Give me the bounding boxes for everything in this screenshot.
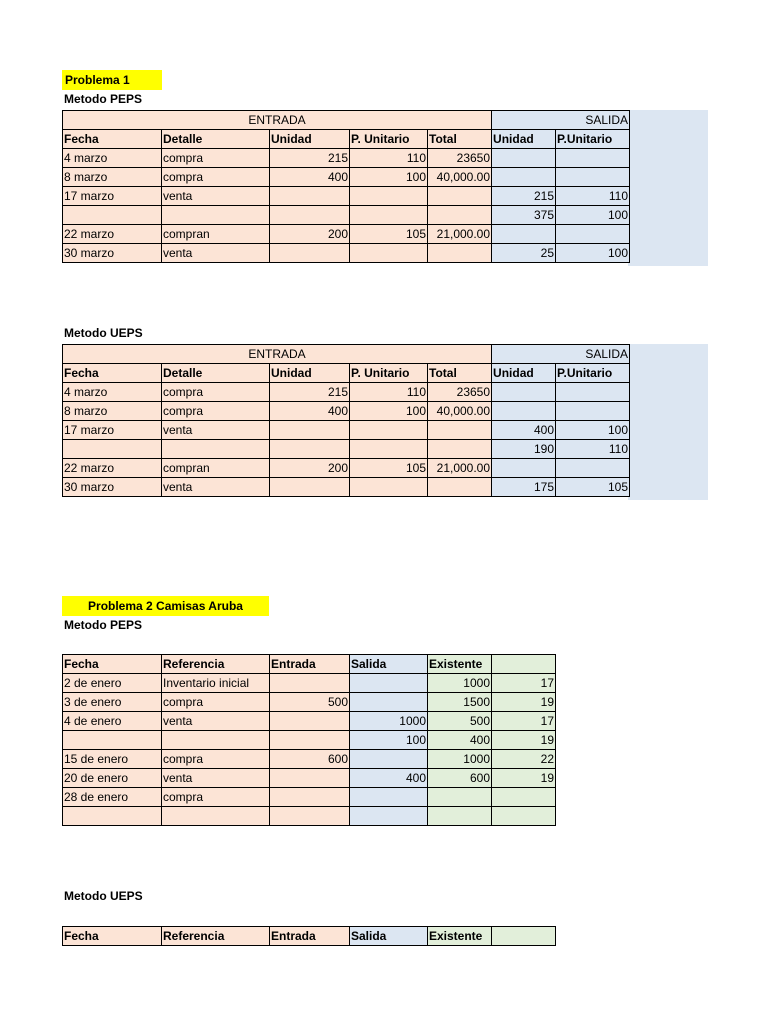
table-cell[interactable]: 100 xyxy=(350,731,428,750)
table-cell[interactable]: 15 de enero xyxy=(63,750,162,769)
table-row xyxy=(63,731,556,750)
entrada-header: ENTRADA xyxy=(63,345,492,364)
table-row xyxy=(63,459,630,478)
table-cell[interactable] xyxy=(556,383,630,402)
col-header: Unidad xyxy=(270,130,350,149)
table-cell[interactable]: 100 xyxy=(556,244,630,263)
table-cell[interactable] xyxy=(270,206,350,225)
table-row xyxy=(63,478,630,497)
table-cell[interactable] xyxy=(270,712,350,731)
col-header: Entrada xyxy=(270,655,350,674)
col-header: Detalle xyxy=(162,130,270,149)
table-row xyxy=(63,693,556,712)
header-row xyxy=(63,364,630,383)
table-cell[interactable]: 2 de enero xyxy=(63,674,162,693)
table-cell[interactable] xyxy=(350,788,428,807)
table-cell[interactable] xyxy=(270,244,350,263)
table-cell[interactable] xyxy=(428,478,492,497)
table-cell[interactable]: 30 marzo xyxy=(63,244,162,263)
table-cell[interactable]: 1000 xyxy=(428,674,492,693)
table-cell[interactable]: 100 xyxy=(350,402,428,421)
table-cell[interactable] xyxy=(270,731,350,750)
table-cell[interactable]: compran xyxy=(162,225,270,244)
table-cell[interactable] xyxy=(492,149,556,168)
table-cell[interactable]: 30 marzo xyxy=(63,478,162,497)
table-cell[interactable]: 105 xyxy=(350,459,428,478)
table-cell[interactable]: 17 xyxy=(492,674,556,693)
ueps-table-1 xyxy=(62,344,630,497)
table-cell[interactable]: 400 xyxy=(350,769,428,788)
col-header: P. Unitario xyxy=(350,364,428,383)
table-cell[interactable] xyxy=(63,206,162,225)
table-cell[interactable]: compran xyxy=(162,459,270,478)
col-header: Referencia xyxy=(162,655,270,674)
table-cell[interactable] xyxy=(270,788,350,807)
table-cell[interactable]: 400 xyxy=(270,402,350,421)
col-header: Fecha xyxy=(63,655,162,674)
table-cell[interactable]: venta xyxy=(162,712,270,731)
col-header: Fecha xyxy=(63,927,162,946)
table-row xyxy=(63,769,556,788)
table-cell[interactable]: 375 xyxy=(492,206,556,225)
table-cell[interactable]: compra xyxy=(162,693,270,712)
table-cell[interactable] xyxy=(350,807,428,826)
table-cell[interactable]: 17 marzo xyxy=(63,187,162,206)
table-cell[interactable]: 19 xyxy=(492,693,556,712)
col-header: Fecha xyxy=(63,364,162,383)
table-cell[interactable] xyxy=(350,440,428,459)
table-cell[interactable] xyxy=(270,187,350,206)
salida-fill-extension xyxy=(628,344,708,500)
table-cell[interactable] xyxy=(492,225,556,244)
col-header: Total xyxy=(428,364,492,383)
table-cell[interactable]: 20 de enero xyxy=(63,769,162,788)
table-cell[interactable] xyxy=(350,478,428,497)
table-cell[interactable]: 215 xyxy=(270,149,350,168)
col-header: Unidad xyxy=(270,364,350,383)
table-cell[interactable]: 600 xyxy=(270,750,350,769)
table-cell[interactable]: venta xyxy=(162,421,270,440)
col-header: Existente xyxy=(428,655,492,674)
table-cell[interactable]: 400 xyxy=(428,731,492,750)
col-header: Fecha xyxy=(63,130,162,149)
col-header: Unidad xyxy=(492,364,556,383)
table-cell[interactable]: 8 marzo xyxy=(63,402,162,421)
col-header: Salida xyxy=(350,655,428,674)
table-cell[interactable]: 21,000.00 xyxy=(428,225,492,244)
col-header: Detalle xyxy=(162,364,270,383)
table-cell[interactable]: 23650 xyxy=(428,383,492,402)
table-cell[interactable]: 600 xyxy=(428,769,492,788)
entrada-header: ENTRADA xyxy=(63,111,492,130)
table-cell[interactable]: 1000 xyxy=(428,750,492,769)
table-cell[interactable] xyxy=(63,440,162,459)
table-cell[interactable] xyxy=(270,674,350,693)
table-cell[interactable] xyxy=(162,731,270,750)
table-cell[interactable]: 110 xyxy=(556,440,630,459)
table-cell[interactable]: compra xyxy=(162,168,270,187)
header-row xyxy=(63,655,556,674)
table-cell[interactable] xyxy=(350,187,428,206)
table-row xyxy=(63,788,556,807)
table-cell[interactable] xyxy=(428,788,492,807)
peps-table-2 xyxy=(62,654,556,826)
table-cell[interactable]: 105 xyxy=(556,478,630,497)
table-cell[interactable]: 17 xyxy=(492,712,556,731)
table-cell[interactable] xyxy=(162,440,270,459)
table-cell[interactable]: 215 xyxy=(492,187,556,206)
header-row xyxy=(63,130,630,149)
table-cell[interactable]: 110 xyxy=(556,187,630,206)
table-cell[interactable]: 21,000.00 xyxy=(428,459,492,478)
table-cell[interactable] xyxy=(270,769,350,788)
table-cell[interactable]: 175 xyxy=(492,478,556,497)
table-cell[interactable] xyxy=(428,187,492,206)
salida-header: SALIDA xyxy=(492,111,630,130)
table-cell[interactable]: 22 marzo xyxy=(63,225,162,244)
col-header xyxy=(492,927,556,946)
table-cell[interactable]: 22 marzo xyxy=(63,459,162,478)
table-cell[interactable]: 25 xyxy=(492,244,556,263)
table-row xyxy=(63,440,630,459)
problem-1-ueps-label: Metodo UEPS xyxy=(64,326,143,340)
header-row xyxy=(63,927,556,946)
col-header: Entrada xyxy=(270,927,350,946)
table-cell[interactable]: venta xyxy=(162,478,270,497)
table-cell[interactable] xyxy=(492,402,556,421)
table-cell[interactable]: 40,000.00 xyxy=(428,168,492,187)
col-header: Unidad xyxy=(492,130,556,149)
col-header: P.Unitario xyxy=(556,130,630,149)
table-row xyxy=(63,149,630,168)
table-cell[interactable]: 1500 xyxy=(428,693,492,712)
table-cell[interactable] xyxy=(270,807,350,826)
table-cell[interactable]: 100 xyxy=(350,168,428,187)
table-cell[interactable]: compra xyxy=(162,149,270,168)
table-cell[interactable]: compra xyxy=(162,402,270,421)
table-cell[interactable] xyxy=(492,788,556,807)
table-cell[interactable]: 400 xyxy=(492,421,556,440)
table-cell[interactable]: 23650 xyxy=(428,149,492,168)
table-cell[interactable]: 190 xyxy=(492,440,556,459)
table-cell[interactable]: 40,000.00 xyxy=(428,402,492,421)
table-cell[interactable]: 215 xyxy=(270,383,350,402)
table-cell[interactable]: 100 xyxy=(556,206,630,225)
table-row xyxy=(63,712,556,731)
table-cell[interactable]: 200 xyxy=(270,459,350,478)
table-row xyxy=(63,168,630,187)
table-cell[interactable]: 200 xyxy=(270,225,350,244)
table-row xyxy=(63,421,630,440)
table-cell[interactable] xyxy=(270,440,350,459)
table-row xyxy=(63,187,630,206)
table-cell[interactable] xyxy=(63,807,162,826)
table-row xyxy=(63,206,630,225)
table-cell[interactable] xyxy=(428,440,492,459)
table-cell[interactable] xyxy=(428,244,492,263)
ueps-table-2 xyxy=(62,926,556,946)
table-cell[interactable] xyxy=(350,244,428,263)
problem-2-peps-label: Metodo PEPS xyxy=(64,618,143,632)
table-row xyxy=(63,750,556,769)
table-cell[interactable] xyxy=(428,807,492,826)
table-row xyxy=(63,244,630,263)
table-row xyxy=(63,383,630,402)
table-cell[interactable] xyxy=(428,421,492,440)
col-header: Salida xyxy=(350,927,428,946)
table-cell[interactable] xyxy=(556,459,630,478)
col-header: Referencia xyxy=(162,927,270,946)
problem-1-title: Problema 1 xyxy=(62,70,162,90)
table-cell[interactable]: 400 xyxy=(270,168,350,187)
table-cell[interactable] xyxy=(162,807,270,826)
table-cell[interactable]: Inventario inicial xyxy=(162,674,270,693)
table-row xyxy=(63,674,556,693)
table-cell[interactable]: 22 xyxy=(492,750,556,769)
salida-fill-extension xyxy=(628,110,708,266)
table-row xyxy=(63,225,630,244)
table-cell[interactable]: 1000 xyxy=(350,712,428,731)
table-cell[interactable] xyxy=(162,206,270,225)
table-cell[interactable]: 28 de enero xyxy=(63,788,162,807)
table-cell[interactable] xyxy=(270,421,350,440)
col-header: Existente xyxy=(428,927,492,946)
table-cell[interactable]: venta xyxy=(162,187,270,206)
table-cell[interactable] xyxy=(492,459,556,478)
table-cell[interactable] xyxy=(556,149,630,168)
table-cell[interactable]: 100 xyxy=(556,421,630,440)
table-cell[interactable]: 4 de enero xyxy=(63,712,162,731)
table-row xyxy=(63,402,630,421)
salida-header: SALIDA xyxy=(492,345,630,364)
problem-2-title: Problema 2 Camisas Aruba xyxy=(62,596,269,616)
table-cell[interactable]: 500 xyxy=(270,693,350,712)
table-cell[interactable] xyxy=(270,478,350,497)
table-cell[interactable]: venta xyxy=(162,769,270,788)
col-header: P. Unitario xyxy=(350,130,428,149)
table-cell[interactable] xyxy=(556,402,630,421)
table-cell[interactable]: venta xyxy=(162,244,270,263)
col-header: Total xyxy=(428,130,492,149)
table-cell[interactable] xyxy=(492,383,556,402)
table-cell[interactable]: 17 marzo xyxy=(63,421,162,440)
table-cell[interactable]: 500 xyxy=(428,712,492,731)
table-row xyxy=(63,807,556,826)
table-cell[interactable]: 110 xyxy=(350,149,428,168)
table-cell[interactable] xyxy=(350,421,428,440)
table-cell[interactable] xyxy=(556,225,630,244)
table-cell[interactable] xyxy=(350,693,428,712)
problem-2-ueps-label: Metodo UEPS xyxy=(64,889,143,903)
table-cell[interactable] xyxy=(63,731,162,750)
table-cell[interactable]: compra xyxy=(162,383,270,402)
table-cell[interactable]: 19 xyxy=(492,731,556,750)
table-cell[interactable]: 4 marzo xyxy=(63,383,162,402)
col-header xyxy=(492,655,556,674)
table-cell[interactable]: compra xyxy=(162,750,270,769)
table-cell[interactable]: 105 xyxy=(350,225,428,244)
col-header: P.Unitario xyxy=(556,364,630,383)
table-cell[interactable] xyxy=(492,168,556,187)
table-cell[interactable]: 8 marzo xyxy=(63,168,162,187)
table-cell[interactable]: 4 marzo xyxy=(63,149,162,168)
problem-1-peps-label: Metodo PEPS xyxy=(64,92,143,106)
table-cell[interactable] xyxy=(350,750,428,769)
table-cell[interactable]: 19 xyxy=(492,769,556,788)
peps-table-1 xyxy=(62,110,630,263)
table-cell[interactable] xyxy=(350,674,428,693)
table-cell[interactable]: 3 de enero xyxy=(63,693,162,712)
table-cell[interactable] xyxy=(556,168,630,187)
table-cell[interactable]: compra xyxy=(162,788,270,807)
table-cell[interactable] xyxy=(492,807,556,826)
table-cell[interactable] xyxy=(428,206,492,225)
table-cell[interactable] xyxy=(350,206,428,225)
table-cell[interactable]: 110 xyxy=(350,383,428,402)
